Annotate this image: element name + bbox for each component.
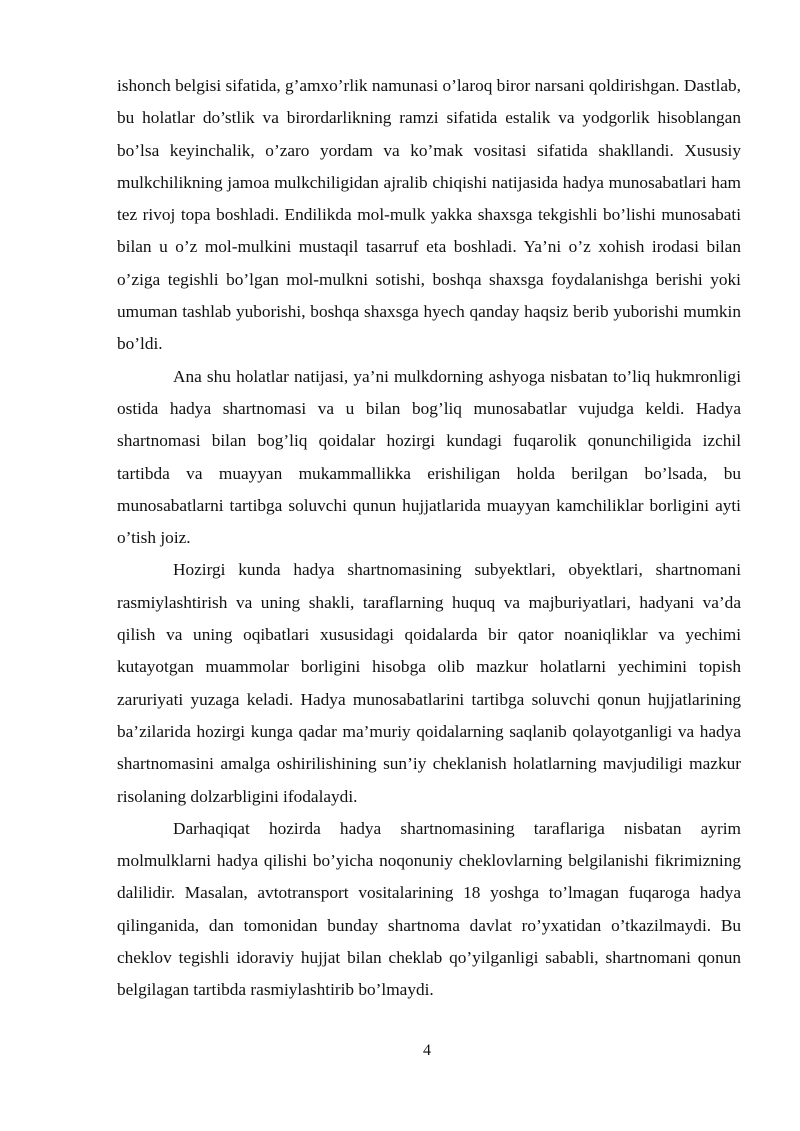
document-page: [117, 70, 741, 1007]
page-number: 4: [423, 1042, 431, 1059]
paragraph: Ana shu holatlar natijasi, ya’ni mulkdorning ashyoga nisbatan to’liq hukmronligi ostida hadya shartnomasi va u bilan bog’liq munosabatlar vujudga keldi. Hadya shartnomasi bilan bog’liq qoidalar hozirgi kundagi fuqarolik qonunchiligida izchil tartibda va muayyan mukammallikka erishiligan holda berilgan bo’lsada, bu munosabatlarni tartibga soluvchi qunun hujjatlarida muayyan kamchiliklar borligini ayti o’tish joiz.: [117, 366, 741, 548]
paragraph: Hozirgi kunda hadya shartnomasining subyektlari, obyektlari, shartnomani rasmiylashtirish va uning shakli, taraflarning huquq va majburiyatlari, hadyani va’da qilish va uning oqibatlari xususidagi qoidalarda bir qator noaniqliklar va yechimi kutayotgan muammolar borligini hisobga olib mazkur holatlarni yechimini topish zaruriyati yuzaga keladi. Hadya munosabatlarini tartibga soluvchi qonun hujjatlarining ba’zilarida hozirgi kunga qadar ma’muriy qoidalarning saqlanib qolayotganligi va hadya shartnomasini amalga oshirilishining sun’iy cheklanish holatlarning mavjudiligi mazkur risolaning dolzarbligini ifodalaydi.: [117, 560, 741, 806]
paragraph: Darhaqiqat hozirda hadya shartnomasining taraflariga nisbatan ayrim molmulklarni hadya qilishi bo’yicha noqonuniy cheklovlarning belgilanishi fikrimizning dalilidir. Masalan, avtotransport vositalarining 18 yoshga to’lmagan fuqaroga hadya qilinganida, dan tomonidan bunday shartnoma davlat ro’yxatidan o’tkazilmaydi. Bu cheklov tegishli idoraviy hujjat bilan cheklab qo’yilganligi sababli, shartnomani qonun belgilagan tartibda rasmiylashtirib bo’lmaydi.: [117, 818, 741, 1000]
paragraph-continuation: ishonch belgisi sifatida, g’amxo’rlik namunasi o’laroq biror narsani qoldirishgan. Dastlab, bu holatlar do’stlik va birordarlikning ramzi sifatida estalik va yodgorlik hisoblangan bo’lsa keyinchalik, o’zaro yordam va ko’mak vositasi sifatida shakllandi. Xususiy mulkchilikning jamoa mulkchiligidan ajralib chiqishi natijasida hadya munosabatlari ham tez rivoj topa boshladi. Endilikda mol-mulk yakka shaxsga tekgishli bo’lishi munosabati bilan u o’z mol-mulkini mustaqil tasarruf eta boshladi. Ya’ni o’z xohish irodasi bilan o’ziga tegishli bo’lgan mol-mulkni sotishi, boshqa shaxsga foydalanishga berishi yoki umuman tashlab yuborishi, boshqa shaxsga hyech qanday haqsiz berib yuborishi mumkin bo’ldi.: [117, 76, 741, 354]
